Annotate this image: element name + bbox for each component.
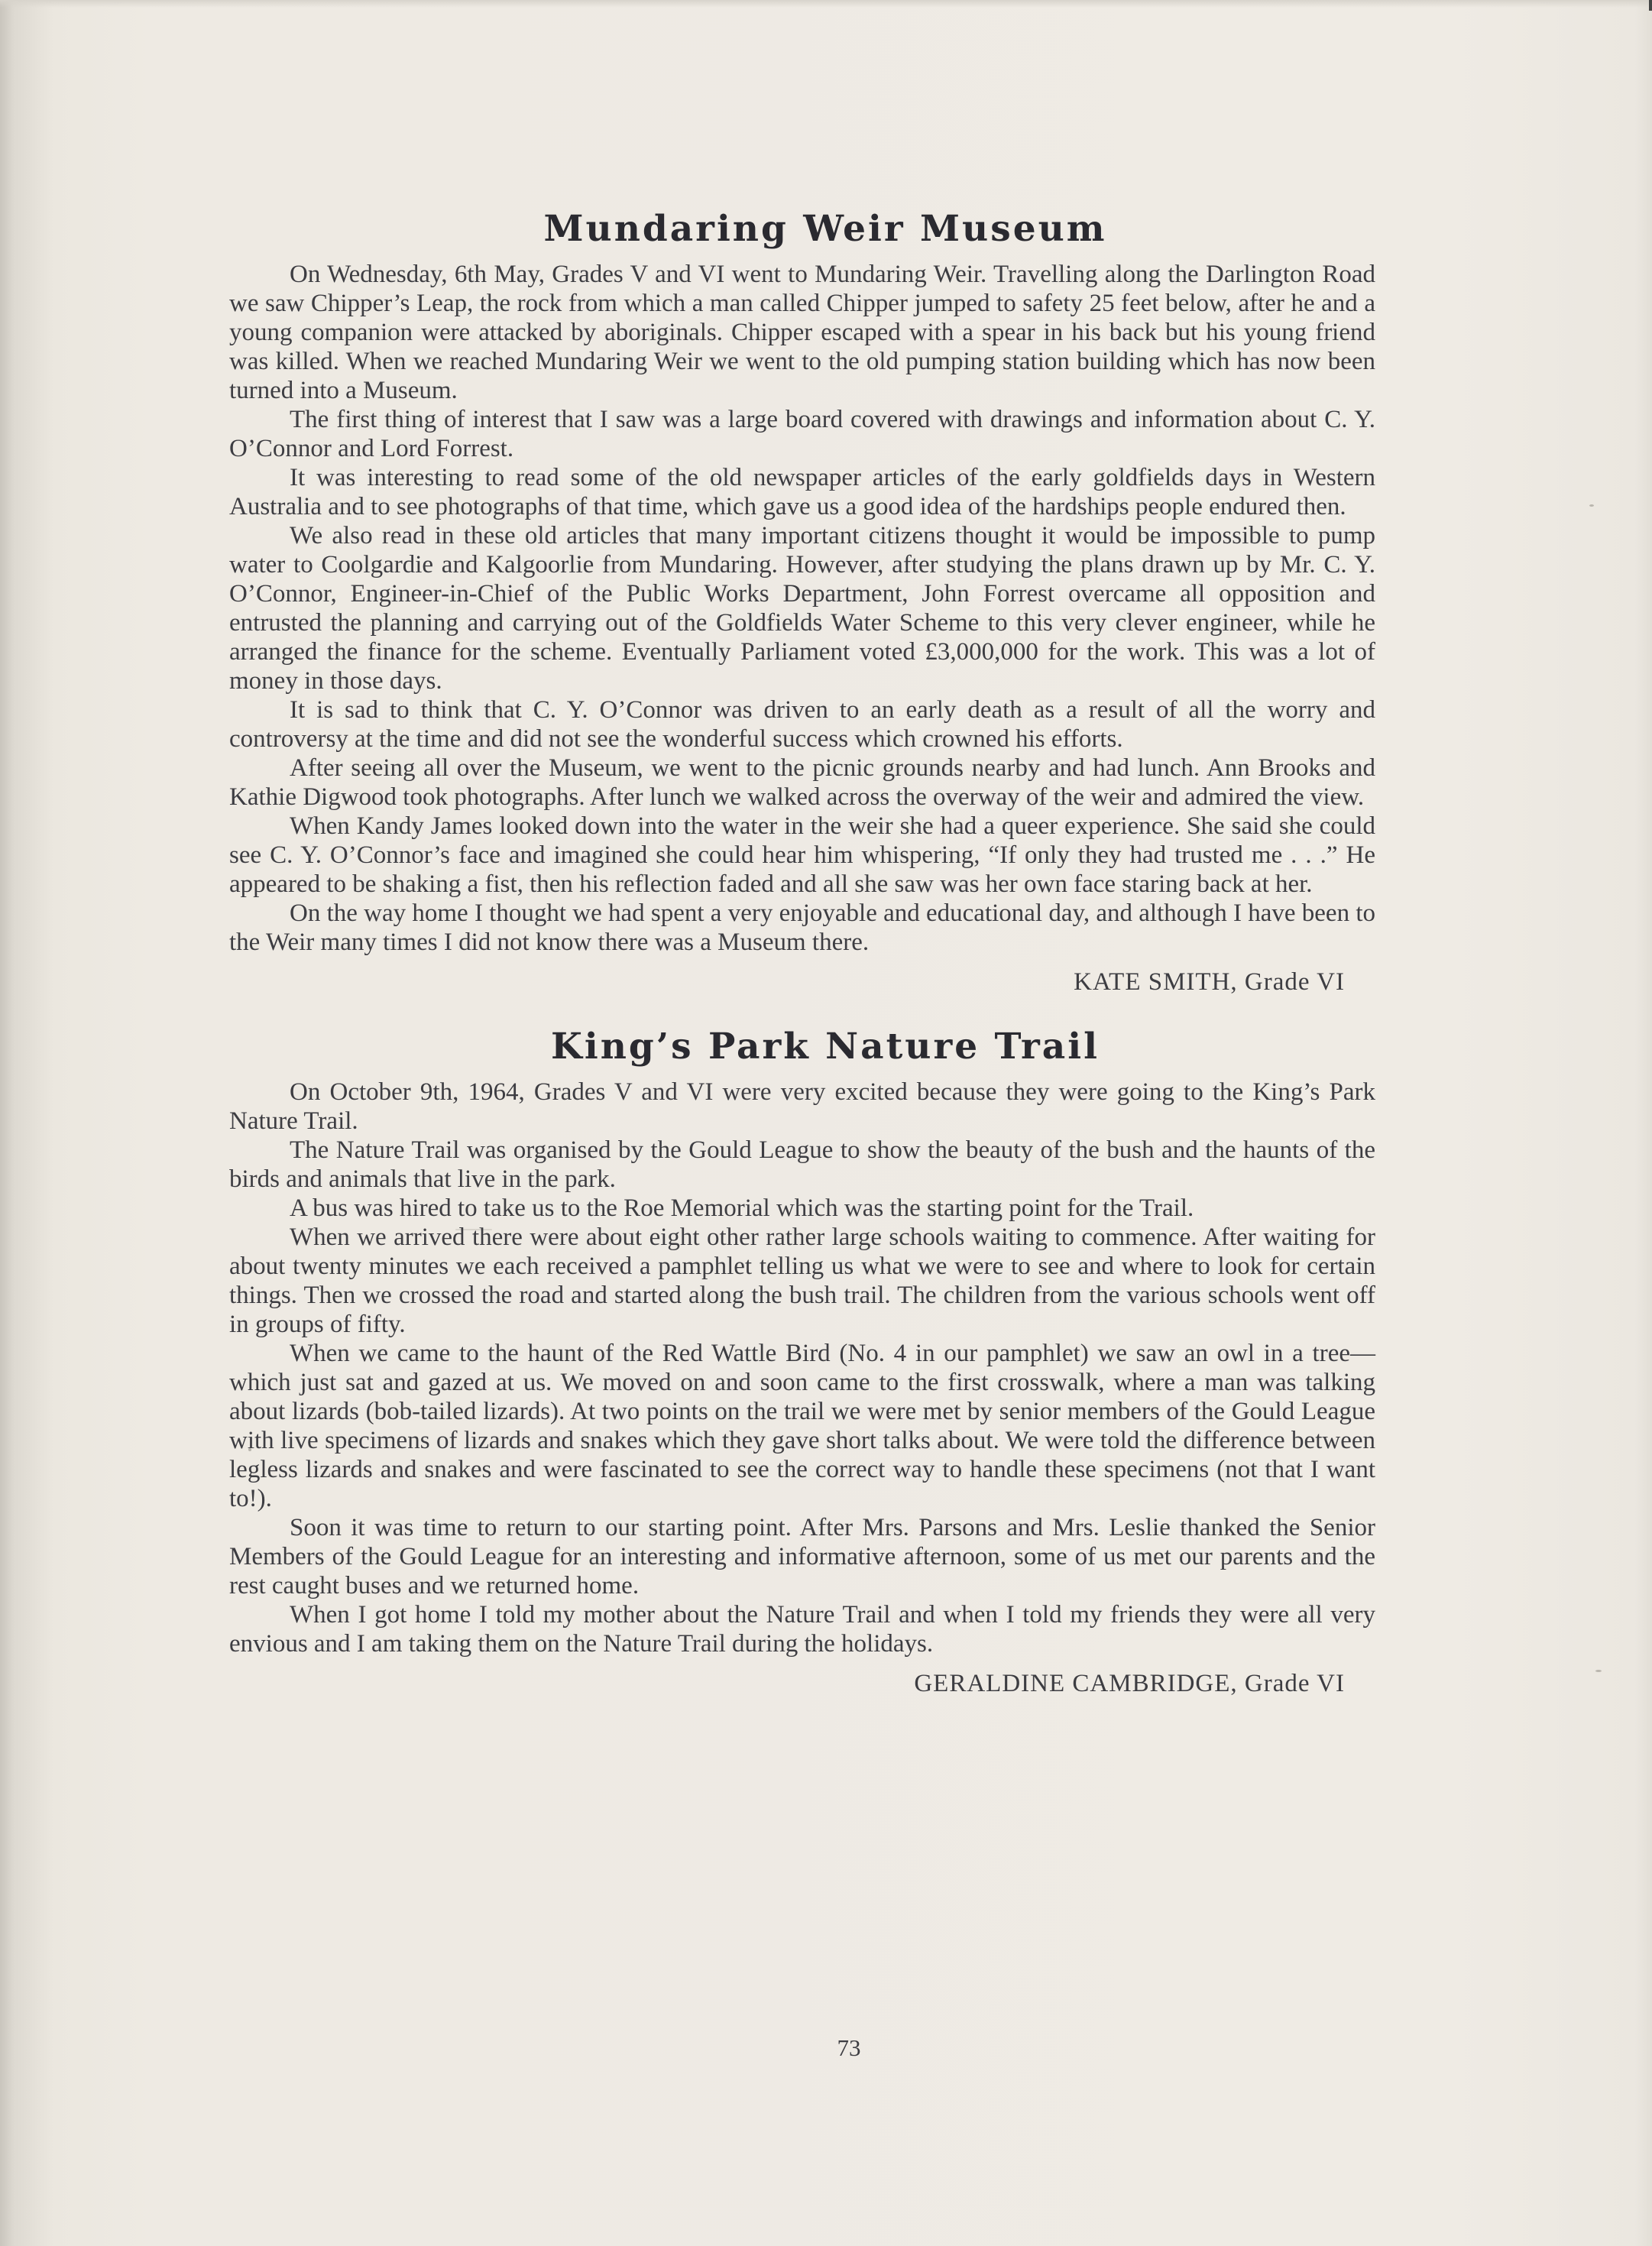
scan-edge-mark — [1649, 0, 1652, 11]
paragraph: The Nature Trail was organised by the Gould League to show the beauty of the bush and the haunts of the birds and animals that live in the park. — [229, 1136, 1375, 1193]
paragraph: On the way home I thought we had spent a very enjoyable and educational day, and although I have been to the Weir many times I did not know there was a Museum there. — [229, 899, 1375, 956]
paper-speck — [1595, 1670, 1602, 1672]
paragraph: On Wednesday, 6th May, Grades V and VI went to Mundaring Weir. Travelling along the Darlington Road we saw Chipper’s Leap, the rock from which a man called Chipper jumped to safety 25 feet below, after he and a young companion were attacked by aboriginals. Chipper escaped with a spear in his back but his young friend was killed. When we reached Mundaring Weir we went to the old pumping station building which has now been turned into a Museum. — [229, 261, 1375, 404]
page-content — [229, 199, 1375, 1698]
paragraph: A bus was hired to take us to the Roe Memorial which was the starting point for the Trail. — [290, 1194, 1194, 1222]
article-kings-park-nature-trail — [229, 1016, 1375, 1698]
article-title: King’s Park Nature Trail — [551, 1026, 1100, 1068]
page-top-edge — [0, 0, 1652, 8]
paragraph: It was interesting to read some of the old newspaper articles of the early goldfields days in Western Australia and to see photographs of that time, which gave us a good idea of the hardships people endured then. — [229, 464, 1375, 520]
article-body — [229, 1078, 1375, 1658]
article-title: Mundaring Weir Museum — [543, 208, 1107, 250]
article-body — [229, 260, 1375, 957]
paragraph: When we arrived there were about eight other rather large schools waiting to commence. After waiting for about twenty minutes we each received a pamphlet telling us what we were to see and where to look for certain things. Then we crossed the road and started along the bush trail. The children from the various schools went off in groups of fifty. — [229, 1223, 1375, 1338]
article-author: KATE SMITH, Grade VI — [1074, 968, 1345, 996]
paragraph: When we came to the haunt of the Red Wattle Bird (No. 4 in our pamphlet) we saw an owl in a tree—which just sat and gazed at us. We moved on and soon came to the first crosswalk, where a man was talking about lizards (bob-tailed lizards). At two points on the trail we were met by senior members of the Gould League with live specimens of lizards and snakes which they gave short talks about. We were told the difference between legless lizards and snakes and were fascinated to see the correct way to handle these specimens (not that I want to!). — [229, 1340, 1375, 1512]
paragraph: When I got home I told my mother about the Nature Trail and when I told my friends they were all very envious and I am taking them on the Nature Trail during the holidays. — [229, 1601, 1375, 1658]
article-mundaring-weir-museum — [229, 199, 1375, 997]
paper-speck — [1589, 504, 1594, 507]
article-author: GERALDINE CAMBRIDGE, Grade VI — [914, 1670, 1345, 1697]
paragraph: It is sad to think that C. Y. O’Connor was driven to an early death as a result of all the worry and controversy at the time and did not see the wonderful success which crowned his efforts. — [229, 696, 1375, 753]
page-number: 73 — [837, 2034, 861, 2061]
paragraph: The first thing of interest that I saw was a large board covered with drawings and information about C. Y. O’Connor and Lord Forrest. — [229, 406, 1375, 462]
paragraph: Soon it was time to return to our starting point. After Mrs. Parsons and Mrs. Leslie thanked the Senior Members of the Gould League for an interesting and informative afternoon, some of us met our parents and the rest caught buses and we returned home. — [229, 1514, 1375, 1599]
paragraph: On October 9th, 1964, Grades V and VI were very excited because they were going to the King’s Park Nature Trail. — [229, 1078, 1375, 1135]
paragraph: When Kandy James looked down into the water in the weir she had a queer experience. She said she could see C. Y. O’Connor’s face and imagined she could hear him whispering, “If only they had trusted me . . .” He appeared to be shaking a fist, then his reflection faded and all she saw was her own face staring back at her. — [229, 812, 1375, 898]
paragraph: We also read in these old articles that many important citizens thought it would be impossible to pump water to Coolgardie and Kalgoorlie from Mundaring. However, after studying the plans drawn up by Mr. C. Y. O’Connor, Engineer-in-Chief of the Public Works Department, John Forrest overcame all opposition and entrusted the planning and carrying out of the Goldfields Water Scheme to this very clever engineer, while he arranged the finance for the scheme. Eventually Parliament voted £3,000,000 for the work. This was a lot of money in those days. — [229, 522, 1375, 695]
paragraph: After seeing all over the Museum, we went to the picnic grounds nearby and had lunch. Ann Brooks and Kathie Digwood took photographs. After lunch we walked across the overway of the weir and admired the view. — [229, 754, 1375, 811]
